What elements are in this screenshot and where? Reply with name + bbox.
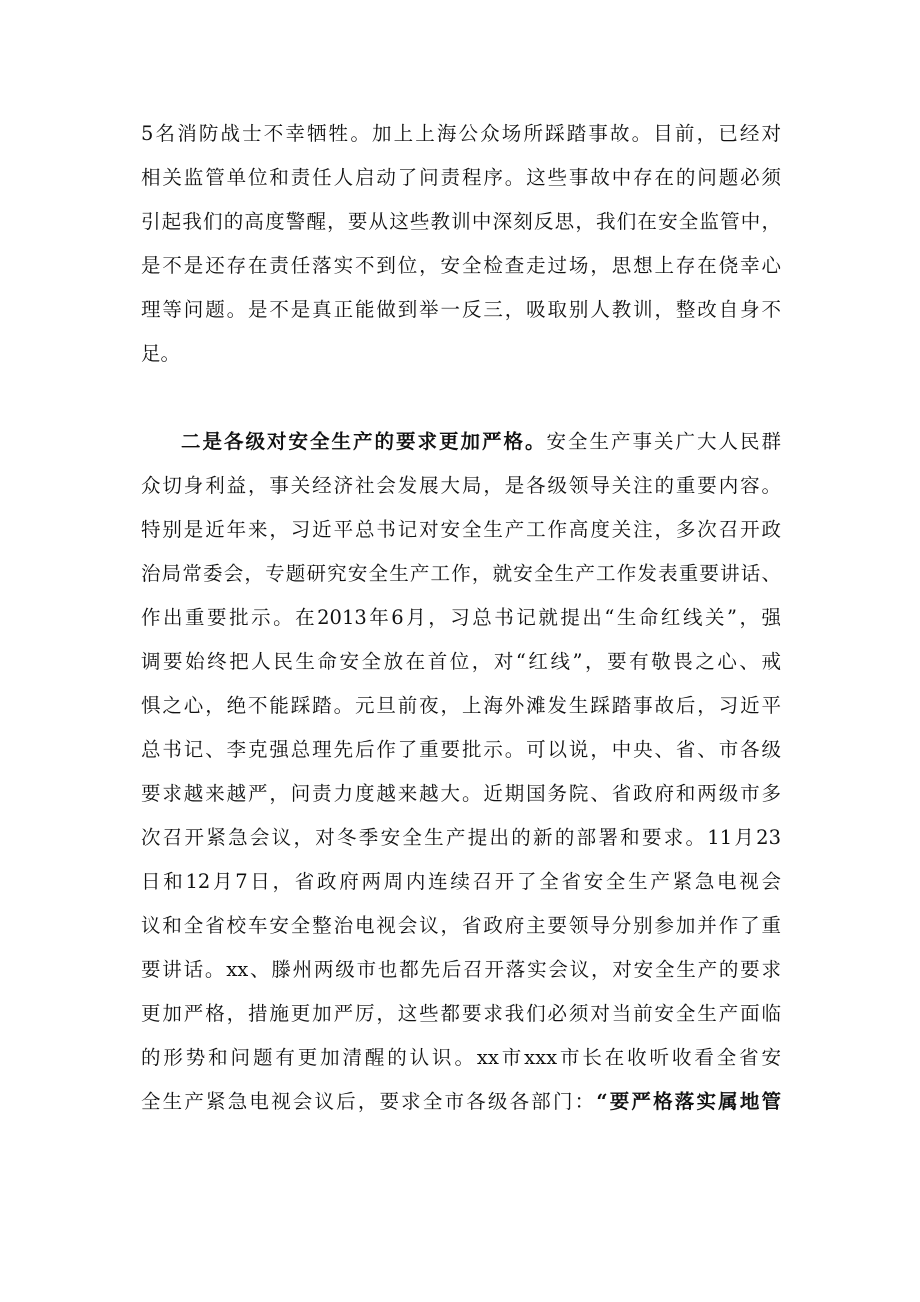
section-heading: 二是各级对安全生产的要求更加严格。 bbox=[181, 430, 547, 453]
paragraph-line: 理等问题。是不是真正能做到举一反三，吸取别人教训，整改自身不 bbox=[141, 298, 781, 321]
paragraph-line: 要讲话。xx、滕州两级市也都先后召开落实会议，对安全生产的要求 bbox=[141, 958, 781, 981]
paragraph-line: 总书记、李克强总理先后作了重要批示。可以说，中央、省、市各级 bbox=[141, 738, 781, 761]
paragraph-line: 更加严格，措施更加严厉，这些都要求我们必须对当前安全生产面临 bbox=[141, 1002, 781, 1025]
paragraph-line: 足。 bbox=[141, 342, 181, 365]
paragraph-line: 议和全省校车安全整治电视会议，省政府主要领导分别参加并作了重 bbox=[141, 914, 781, 937]
paragraph-line: 5名消防战士不幸牺牲。加上上海公众场所踩踏事故。目前，已经对 bbox=[141, 122, 781, 145]
paragraph-first-line bbox=[181, 422, 781, 462]
paragraph-line: 调要始终把人民生命安全放在首位，对“红线”，要有敬畏之心、戒 bbox=[141, 650, 781, 673]
paragraph-text: 安全生产事关广大人民群 bbox=[546, 430, 781, 453]
paragraph-line: 众切身利益，事关经济社会发展大局，是各级领导关注的重要内容。 bbox=[141, 474, 781, 497]
paragraph-line: 要求越来越严，问责力度越来越大。近期国务院、省政府和两级市多 bbox=[141, 782, 781, 805]
paragraph-line: 次召开紧急会议，对冬季安全生产提出的新的部署和要求。11月23 bbox=[141, 826, 781, 849]
paragraph-line: 相关监管单位和责任人启动了问责程序。这些事故中存在的问题必须 bbox=[141, 166, 781, 189]
bold-quote: “要严格落实属地管 bbox=[596, 1090, 781, 1113]
paragraph-line: 引起我们的高度警醒，要从这些教训中深刻反思，我们在安全监管中， bbox=[141, 210, 781, 233]
paragraph-text: 全生产紧急电视会议后，要求全市各级各部门： bbox=[141, 1090, 597, 1113]
paragraph-line: 作出重要批示。在2013年6月，习总书记就提出“生命红线关”，强 bbox=[141, 606, 781, 629]
paragraph-line: 的形势和问题有更加清醒的认识。xx市xxx市长在收听收看全省安 bbox=[141, 1046, 781, 1069]
paragraph-line: 惧之心，绝不能踩踏。元旦前夜，上海外滩发生踩踏事故后，习近平 bbox=[141, 694, 781, 717]
paragraph-line: 日和12月7日，省政府两周内连续召开了全省安全生产紧急电视会 bbox=[141, 870, 781, 893]
paragraph-line: 治局常委会，专题研究安全生产工作，就安全生产工作发表重要讲话、 bbox=[141, 562, 781, 585]
paragraph-line: 是不是还存在责任落实不到位，安全检查走过场，思想上存在侥幸心 bbox=[141, 254, 781, 277]
paragraph-line: 特别是近年来，习近平总书记对安全生产工作高度关注，多次召开政 bbox=[141, 518, 781, 541]
paragraph-last-line bbox=[141, 1082, 781, 1122]
